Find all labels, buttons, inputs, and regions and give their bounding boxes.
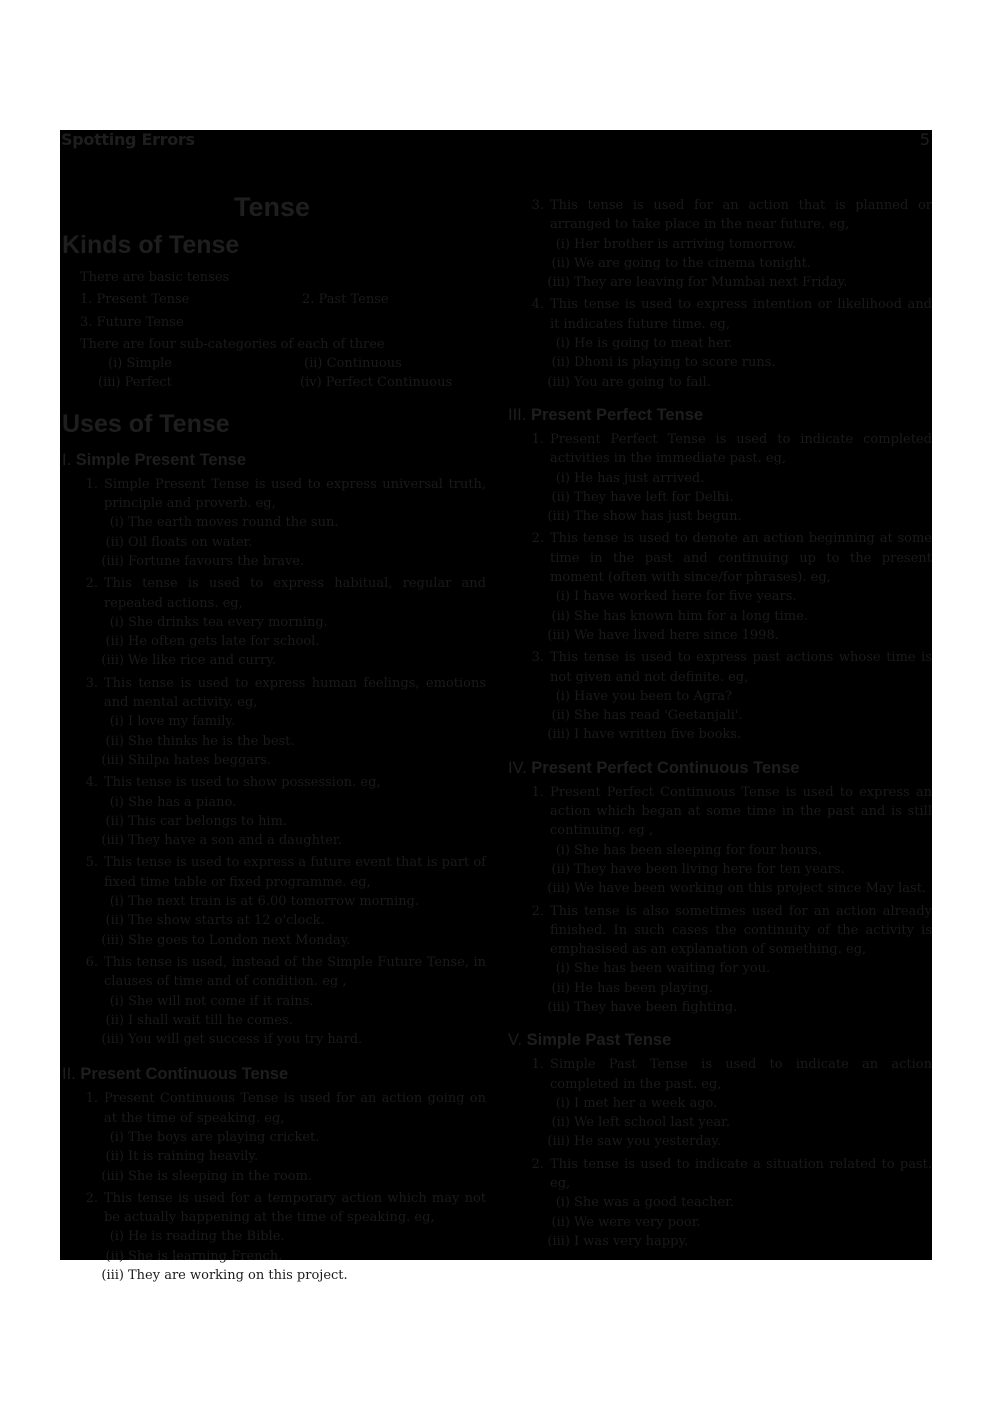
example-numeral: (iii) (547, 509, 570, 525)
example-numeral: (iii) (547, 1134, 570, 1150)
example-text: She was a good teacher. (574, 1195, 735, 1211)
example-numeral: (ii) (551, 980, 570, 996)
example-text: He is going to meat her. (574, 336, 733, 352)
example-numeral: (iii) (101, 932, 124, 948)
example (62, 1128, 486, 1147)
sub-intro: There are four sub-categories of each of three (80, 336, 385, 352)
item-row (62, 1189, 486, 1228)
example (508, 334, 932, 353)
example (62, 613, 486, 632)
item-row (62, 853, 486, 892)
item-number: 1. (531, 431, 544, 447)
example-numeral: (ii) (105, 913, 124, 929)
sub-category: (ii) Continuous (304, 356, 402, 372)
example (62, 513, 486, 532)
item-number: 4. (531, 297, 544, 313)
example-text: He often gets late for school. (128, 634, 320, 650)
item-text: This tense is used to express habitual, regular and repeated actions. eg, (104, 576, 486, 611)
example (508, 488, 932, 507)
example-text: She has read 'Geetanjali'. (574, 708, 743, 724)
example-numeral: (ii) (551, 861, 570, 877)
item-text: This tense is used for a temporary action which may not be actually happening at the time of speaking. eg, (104, 1190, 486, 1226)
numbered-item (508, 529, 932, 645)
example-numeral: (ii) (105, 1248, 124, 1264)
running-head: Spotting Errors (61, 130, 195, 149)
example-text: They have been living here for ten years. (574, 861, 845, 877)
example-numeral: (i) (109, 614, 124, 630)
example-text: Fortune favours the brave. (128, 553, 305, 569)
item-text: This tense is used to indicate a situation related to past. eg, (550, 1156, 932, 1192)
example-text: Dhoni is playing to score runs. (574, 355, 776, 371)
example (62, 992, 486, 1011)
item-row (62, 773, 486, 792)
example (508, 507, 932, 526)
example-numeral: (iii) (547, 1233, 570, 1249)
example (62, 651, 486, 670)
basic-tense: 3. Future Tense (80, 314, 184, 330)
section-heading (508, 1029, 932, 1051)
section-roman: IV. (508, 758, 527, 777)
item-row (62, 953, 486, 992)
numbered-item (508, 1155, 932, 1251)
section-title: Simple Present Tense (75, 450, 247, 469)
numbered-item (62, 853, 486, 949)
item-text: This tense is used to express a future event that is part of fixed time table or fixed programme. eg, (104, 855, 486, 890)
item-text: This tense is used to show possession. eg, (104, 775, 381, 791)
page-number: 5 (919, 130, 930, 149)
item-number: 3. (85, 675, 98, 691)
item-row (508, 648, 932, 687)
example-numeral: (i) (555, 470, 570, 486)
section-roman: I. (62, 450, 72, 469)
example (508, 607, 932, 626)
numbered-item (62, 1189, 486, 1285)
example-numeral: (ii) (551, 608, 570, 624)
item-text: Present Perfect Tense is used to indicate completed activities in the immediate past. eg, (550, 431, 932, 467)
item-number: 1. (85, 1091, 98, 1107)
example-numeral: (ii) (105, 813, 124, 829)
item-number: 1. (85, 476, 98, 492)
example-text: This car belongs to him. (128, 813, 288, 829)
example-text: The show has just begun. (574, 509, 742, 525)
example-numeral: (i) (555, 1195, 570, 1211)
example-numeral: (iii) (547, 999, 570, 1015)
item-number: 4. (85, 775, 98, 791)
item-number: 2. (85, 1190, 98, 1206)
example-text: She has a piano. (128, 794, 237, 810)
item-row (508, 783, 932, 841)
example (62, 831, 486, 850)
example (508, 879, 932, 898)
item-text: This tense is also sometimes used for an action already finished. In such cases the continuity of the activity is emphasised as an explanation of something. eg, (550, 903, 932, 958)
numbered-item (508, 783, 932, 899)
numbered-item (62, 574, 486, 670)
example-numeral: (iii) (101, 833, 124, 849)
kinds-intro: There are basic tenses (80, 270, 230, 285)
right-sections (508, 196, 932, 1251)
item-number: 2. (531, 1156, 544, 1172)
example-numeral: (iii) (101, 1268, 124, 1284)
example-text: Shilpa hates beggars. (128, 752, 272, 768)
example (62, 911, 486, 930)
example-numeral: (ii) (105, 1012, 124, 1028)
item-row (62, 674, 486, 713)
item-number: 3. (531, 198, 544, 213)
example (508, 959, 932, 978)
example-numeral: (i) (555, 688, 570, 704)
example-text: She thinks he is the best. (128, 733, 295, 749)
example (62, 793, 486, 812)
item-text: This tense is used to denote an action beginning at some time in the past and continuing up to the present moment (often with since/for phrases). eg, (550, 531, 932, 586)
example (62, 712, 486, 731)
example-numeral: (ii) (551, 255, 570, 271)
item-row (508, 1055, 932, 1094)
example-numeral: (ii) (551, 1214, 570, 1230)
example (508, 1094, 932, 1113)
example-text: We have been working on this project since May last. (574, 881, 927, 897)
example-numeral: (i) (109, 1129, 124, 1145)
example (508, 706, 932, 725)
example-text: We were very poor. (574, 1214, 701, 1230)
section-heading (62, 449, 486, 471)
example-text: We left school last year. (574, 1115, 731, 1131)
basic-tense: 2. Past Tense (302, 292, 389, 308)
numbered-item (62, 674, 486, 770)
left-column (62, 190, 486, 1285)
example-text: It is raining heavily. (128, 1149, 259, 1165)
left-sections (62, 449, 486, 1286)
item-number: 2. (85, 576, 98, 592)
numbered-item (508, 295, 932, 391)
item-row (508, 902, 932, 960)
numbered-item (508, 648, 932, 744)
example-text: She has been sleeping for four hours. (574, 842, 822, 858)
numbered-item (508, 196, 932, 292)
example-text: She goes to London next Monday. (128, 932, 351, 948)
example-text: They have left for Delhi. (574, 489, 734, 505)
example (62, 1030, 486, 1049)
example (62, 1147, 486, 1166)
example-numeral: (ii) (105, 1149, 124, 1165)
example-text: She drinks tea every morning. (128, 614, 328, 630)
example (62, 1247, 486, 1266)
item-number: 6. (85, 954, 98, 970)
example-numeral: (iii) (547, 627, 570, 643)
example-numeral: (i) (109, 794, 124, 810)
example-text: They are leaving for Mumbai next Friday. (574, 275, 848, 291)
example (62, 1011, 486, 1030)
example-text: She has known him for a long time. (574, 608, 808, 624)
example-numeral: (ii) (105, 733, 124, 749)
example-text: The next train is at 6.00 tomorrow morning. (128, 894, 420, 910)
item-row (62, 1089, 486, 1128)
example-text: I shall wait till he comes. (128, 1012, 293, 1028)
sub-category: (iv) Perfect Continuous (300, 375, 453, 391)
example (508, 1232, 932, 1251)
item-row (508, 196, 932, 235)
item-number: 2. (531, 531, 544, 547)
basic-tenses-row (62, 290, 486, 309)
section-heading (508, 404, 932, 426)
item-row (62, 475, 486, 514)
item-number: 2. (531, 903, 544, 919)
example-text: He has been playing. (574, 980, 713, 996)
item-row (508, 1155, 932, 1194)
uses-heading: Uses of Tense (62, 409, 230, 438)
section-roman: III. (508, 405, 527, 424)
example-text: They have been fighting. (574, 999, 738, 1015)
numbered-item (62, 773, 486, 850)
item-text: This tense is used to express human feelings, emotions and mental activity. eg, (104, 675, 486, 711)
section-title: Present Perfect Continuous Tense (531, 758, 800, 777)
example (508, 725, 932, 744)
example (62, 1227, 486, 1246)
example-numeral: (iii) (101, 752, 124, 768)
example-numeral: (i) (555, 961, 570, 977)
example (508, 687, 932, 706)
example-text: I met her a week ago. (574, 1095, 718, 1111)
sub-category-row (62, 373, 486, 392)
example (62, 931, 486, 950)
example-text: I love my family. (128, 714, 236, 730)
example (508, 273, 932, 292)
section-heading (508, 757, 932, 779)
item-row (508, 430, 932, 469)
numbered-item (62, 953, 486, 1049)
example-text: The boys are playing cricket. (128, 1129, 320, 1145)
example (508, 860, 932, 879)
example-numeral: (i) (109, 993, 124, 1009)
example-text: You are going to fail. (574, 374, 711, 390)
example-text: She has been waiting for you. (574, 961, 771, 977)
example-text: She will not come if it rains. (128, 993, 314, 1009)
example-text: We like rice and curry. (128, 653, 277, 669)
item-number: 1. (531, 784, 544, 800)
example (508, 1113, 932, 1132)
item-text: This tense is used to express past actions whose time is not given and not definite. eg, (550, 650, 932, 685)
example (62, 632, 486, 651)
item-text: Simple Present Tense is used to express universal truth, principle and proverb. eg, (104, 476, 486, 512)
example-numeral: (i) (555, 1095, 570, 1111)
right-column (508, 193, 932, 1251)
example (508, 373, 932, 392)
example-text: I have worked here for five years. (574, 589, 797, 605)
example-numeral: (iii) (547, 374, 570, 390)
example (508, 235, 932, 254)
example-text: The earth moves round the sun. (128, 515, 339, 531)
example-numeral: (i) (109, 1229, 124, 1245)
item-row (508, 295, 932, 334)
example (62, 751, 486, 770)
item-number: 3. (531, 650, 544, 666)
example (62, 552, 486, 571)
example-numeral: (iii) (101, 553, 124, 569)
example-text: They are working on this project. (128, 1268, 348, 1284)
example (62, 892, 486, 911)
example (508, 1193, 932, 1212)
sub-category: (i) Simple (108, 356, 172, 372)
example-text: Her brother is arriving tomorrow. (574, 236, 797, 252)
example-numeral: (iii) (101, 1168, 124, 1184)
example-text: We have lived here since 1998. (574, 627, 779, 643)
example-numeral: (i) (109, 894, 124, 910)
example-numeral: (i) (109, 515, 124, 531)
item-text: This tense is used to express intention or likelihood and it indicates future time. eg, (550, 297, 932, 332)
item-row (62, 574, 486, 613)
section-roman: II. (62, 1065, 76, 1084)
example-text: Have you been to Agra? (574, 688, 732, 704)
example (508, 998, 932, 1017)
item-text: This tense is used, instead of the Simple Future Tense, in clauses of time and of condition. eg , (104, 954, 486, 990)
item-text: Present Perfect Continuous Tense is used to express an action which began at some time in the past and is still continuing. eg , (550, 784, 932, 839)
sub-category-row (62, 354, 486, 373)
numbered-item (508, 1055, 932, 1151)
example-numeral: (ii) (551, 1115, 570, 1131)
basic-tenses-row (62, 313, 486, 332)
example-text: He is reading the Bible. (128, 1229, 285, 1245)
section-roman: V. (508, 1031, 523, 1050)
example-text: I was very happy. (574, 1233, 689, 1249)
example-numeral: (i) (555, 589, 570, 605)
example-text: Oil floats on water. (128, 534, 253, 550)
section-title: Simple Past Tense (526, 1031, 672, 1050)
example-numeral: (iii) (547, 727, 570, 743)
item-number: 5. (85, 855, 98, 871)
example-numeral: (i) (555, 842, 570, 858)
example (508, 353, 932, 372)
example (508, 1132, 932, 1151)
item-row (508, 529, 932, 587)
item-number: 1. (531, 1057, 544, 1073)
example-numeral: (ii) (551, 489, 570, 505)
section-heading (62, 1063, 486, 1085)
example-numeral: (ii) (551, 708, 570, 724)
example-numeral: (i) (109, 714, 124, 730)
example-text: He saw you yesterday. (574, 1134, 722, 1150)
example-numeral: (ii) (551, 355, 570, 371)
item-text: Simple Past Tense is used to indicate an action completed in the past. eg, (550, 1057, 932, 1092)
example-numeral: (iii) (547, 881, 570, 897)
example-text: We are going to the cinema tonight. (574, 255, 812, 271)
example (62, 732, 486, 751)
item-text: This tense is used for an action that is planned or arranged to take place in the near future. eg, (550, 198, 932, 233)
basic-tense: 1. Present Tense (80, 292, 190, 308)
example-text: He has just arrived. (574, 470, 705, 486)
section-title: Present Continuous Tense (80, 1065, 289, 1084)
example (508, 1213, 932, 1232)
example-numeral: (i) (555, 336, 570, 352)
kinds-heading: Kinds of Tense (62, 231, 240, 259)
example (508, 587, 932, 606)
example (508, 626, 932, 645)
sub-category: (iii) Perfect (98, 375, 172, 391)
example (62, 1266, 486, 1285)
example-text: She is sleeping in the room. (128, 1168, 312, 1184)
example-numeral: (ii) (105, 534, 124, 550)
example (508, 469, 932, 488)
example (508, 979, 932, 998)
numbered-item (62, 1089, 486, 1185)
numbered-item (62, 475, 486, 571)
example-text: You will get success if you try hard. (128, 1032, 363, 1048)
example-numeral: (iii) (101, 1032, 124, 1048)
example-numeral: (i) (555, 236, 570, 252)
example (508, 254, 932, 273)
example (62, 812, 486, 831)
item-text: Present Continuous Tense is used for an action going on at the time of speaking. eg, (104, 1091, 486, 1126)
example-text: The show starts at 12 o'clock. (128, 913, 325, 929)
example-text: She is learning French. (128, 1248, 283, 1264)
example-text: I have written five books. (574, 727, 742, 743)
numbered-item (508, 902, 932, 1018)
example-text: They have a son and a daughter. (128, 833, 342, 849)
example (508, 841, 932, 860)
numbered-item (508, 430, 932, 526)
example (62, 533, 486, 552)
page-title: Tense (233, 192, 311, 222)
example (62, 1167, 486, 1186)
example-numeral: (ii) (105, 634, 124, 650)
example-numeral: (iii) (547, 275, 570, 291)
section-title: Present Perfect Tense (530, 405, 704, 424)
example-numeral: (iii) (101, 653, 124, 669)
